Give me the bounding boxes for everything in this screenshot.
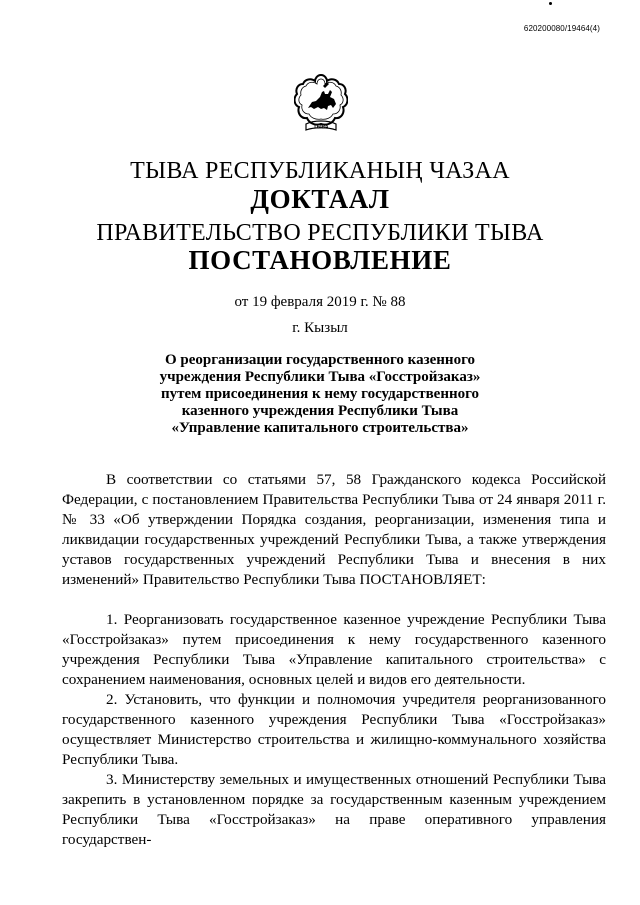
- paragraph-spacer: [62, 590, 606, 610]
- decree-title: [120, 352, 520, 437]
- preamble-paragraph: В соответствии со статьями 57, 58 Гражданского кодекса Российской Федерации, с постановлением Правительства Республики Тыва от 24 января 2011 г. № 33 «Об утверждении Порядка создания, реорганизации, изменения типа и ликвидации государственных учреждений Республики Тыва, а также утверждения уставов государственных учреждений Республики Тыва и внесения в них изменений» Правительство Республики Тыва ПОСТАНОВЛЯЕТ:: [62, 471, 606, 588]
- header-tuvan-decree: ДОКТААЛ: [250, 184, 390, 214]
- decree-title-line: «Управление капитального строительства»: [171, 420, 469, 436]
- document-id: 620200080/19464(4): [523, 24, 600, 33]
- decree-title-line: учреждения Республики Тыва «Госстройзаказ»: [159, 369, 481, 385]
- scan-speck: [549, 2, 552, 5]
- document-city: г. Кызыл: [292, 320, 348, 336]
- decree-body: [62, 470, 606, 850]
- header-tuvan-government: ТЫВА РЕСПУБЛИКАНЫҢ ЧАЗАА: [130, 158, 510, 184]
- document-date: от 19 февраля 2019 г. № 88: [234, 294, 406, 310]
- header-government: ПРАВИТЕЛЬСТВО РЕСПУБЛИКИ ТЫВА: [96, 220, 544, 246]
- tuva-coat-of-arms-icon: [294, 72, 348, 138]
- decree-title-line: путем присоединения к нему государственного: [160, 386, 480, 402]
- decree-item-1: 1. Реорганизовать государственное казенное учреждение Республики Тыва «Госстройзаказ» путем присоединения к нему государственного казенного учреждения Республики Тыва «Управление капитального строительства» с сохранением наименования, основных целей и видов его деятельности.: [62, 611, 606, 688]
- emblem-label: ТЫВА: [313, 124, 329, 131]
- decree-item-2: 2. Установить, что функции и полномочия учредителя реорганизованного государственного казенного учреждения Республики Тыва «Госстройзаказ» осуществляет Министерство строительства и жилищно-коммунального хозяйства Республики Тыва.: [62, 691, 606, 768]
- decree-title-line: казенного учреждения Республики Тыва: [181, 403, 459, 419]
- header-decree: ПОСТАНОВЛЕНИЕ: [188, 245, 452, 275]
- decree-title-line: О реорганизации государственного казенного: [164, 352, 476, 368]
- decree-item-3: 3. Министерству земельных и имущественных отношений Республики Тыва закрепить в установленном порядке за государственным казенным учреждением Республики Тыва «Госстройзаказ» на праве оперативного управления государствен-: [62, 771, 606, 848]
